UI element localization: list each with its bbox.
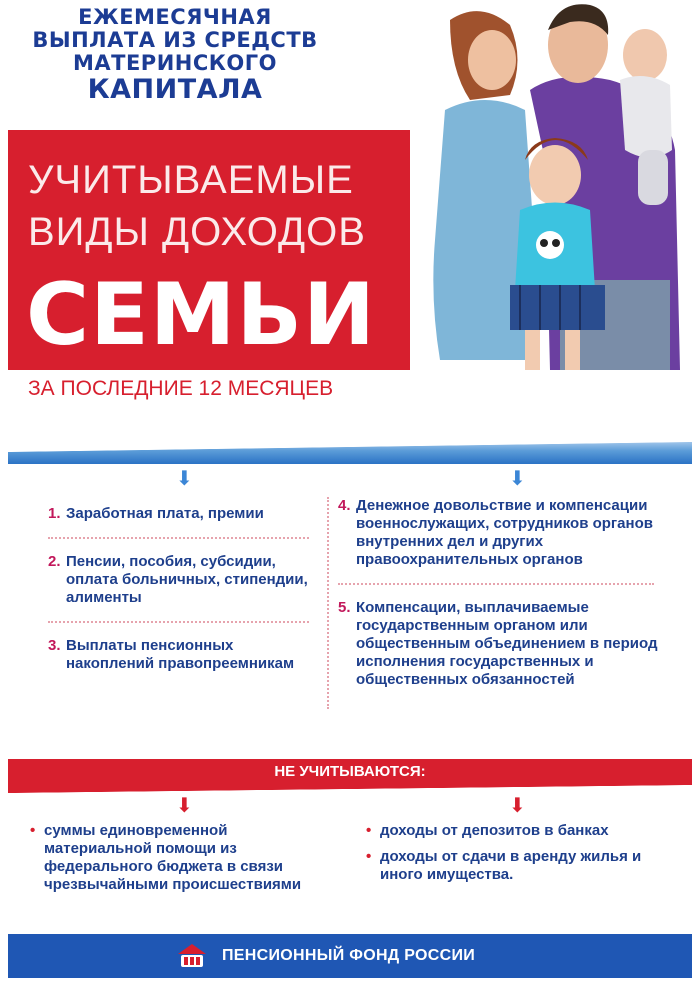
not-counted-left-column — [30, 822, 335, 894]
item-text: доходы от депозитов в банках — [380, 822, 609, 839]
list-item — [338, 599, 668, 689]
not-counted-title: НЕ УЧИТЫВАЮТСЯ: — [274, 763, 426, 780]
header-line-2: ВЫПЛАТА ИЗ СРЕДСТВ — [32, 28, 318, 52]
footer-bar — [8, 934, 692, 978]
divider — [48, 621, 309, 623]
item-number: 5. — [338, 599, 351, 616]
item-number: 4. — [338, 497, 351, 514]
pfr-logo-icon — [176, 942, 208, 970]
list-item — [366, 822, 676, 840]
list-item — [30, 822, 335, 894]
list-item — [338, 497, 668, 569]
banner-line-1: УЧИТЫВАЕМЫЕ — [28, 158, 354, 202]
footer-label: ПЕНСИОННЫЙ ФОНД РОССИИ — [222, 947, 476, 964]
list-item — [366, 848, 676, 884]
arrow-down-icon: ⬇ — [509, 468, 526, 490]
item-text: Выплаты пенсионных накоплений правопреемникам — [66, 637, 295, 672]
divider — [48, 537, 309, 539]
main-banner — [8, 130, 410, 370]
item-text: Пенсии, пособия, субсидии, оплата больничных, стипендии, алименты — [66, 553, 308, 606]
item-number: 1. — [48, 505, 61, 522]
header-line-4: КАПИТАЛА — [87, 74, 263, 105]
item-text: Компенсации, выплачиваемые государственным органом или общественным объединением в период исполнения государственных и общественных обязанностей — [356, 599, 658, 688]
bullet-icon: • — [366, 848, 372, 865]
header-line-3: МАТЕРИНСКОГО — [72, 51, 278, 75]
arrow-down-icon: ⬇ — [509, 795, 526, 817]
header-line-1: ЕЖЕМЕСЯЧНАЯ — [78, 5, 272, 29]
item-text: доходы от сдачи в аренду жилья и иного имущества. — [380, 848, 642, 883]
bullet-icon: • — [30, 822, 36, 839]
not-counted-section-bar — [8, 759, 692, 785]
item-text: Денежное довольствие и компенсации военнослужащих, сотрудников органов внутренних дел и других правоохранительных органов — [356, 497, 653, 568]
list-item — [48, 553, 323, 607]
banner-line-3: СЕМЬИ — [26, 265, 376, 365]
arrow-down-icon: ⬇ — [176, 795, 193, 817]
header-title — [20, 6, 330, 105]
list-item — [48, 637, 323, 673]
item-text: суммы единовременной материальной помощи из федерального бюджета в связи чрезвычайными происшествиями — [44, 822, 302, 893]
family-photo — [410, 0, 700, 370]
counted-section-bar — [8, 442, 692, 464]
item-text: Заработная плата, премии — [66, 505, 264, 522]
divider — [338, 583, 654, 585]
bullet-icon: • — [366, 822, 372, 839]
counted-right-column — [338, 497, 668, 689]
column-divider — [327, 497, 329, 709]
period-subtitle: ЗА ПОСЛЕДНИЕ 12 МЕСЯЦЕВ — [28, 377, 334, 400]
item-number: 2. — [48, 553, 61, 570]
counted-left-column — [48, 505, 323, 673]
banner-line-2: ВИДЫ ДОХОДОВ — [28, 210, 366, 254]
not-counted-right-column — [366, 822, 676, 884]
arrow-down-icon: ⬇ — [176, 468, 193, 490]
list-item — [48, 505, 323, 523]
item-number: 3. — [48, 637, 61, 654]
